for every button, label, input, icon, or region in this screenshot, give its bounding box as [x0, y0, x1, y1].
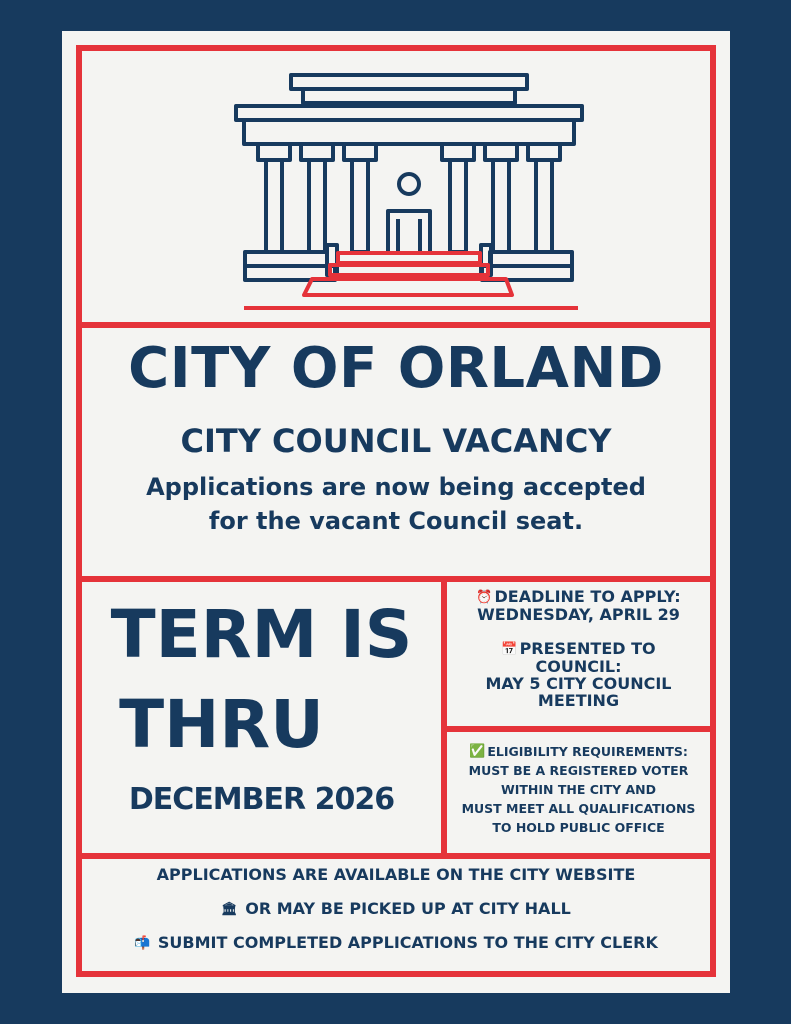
- presentation-block: [447, 640, 710, 709]
- city-hall-pickup-text: OR MAY BE PICKED UP AT CITY HALL: [245, 899, 571, 918]
- presented-label: PRESENTED TO: [519, 639, 656, 658]
- term-line2: THRU: [119, 686, 324, 763]
- city-hall-pickup: [82, 899, 710, 918]
- meeting-label: MEETING: [537, 691, 620, 710]
- vacancy-heading: CITY COUNCIL VACANCY: [180, 422, 612, 460]
- eligibility-heading: ELIGIBILITY REQUIREMENTS:: [487, 744, 688, 759]
- mailbox-icon: 📬: [134, 936, 151, 951]
- website-availability: APPLICATIONS ARE AVAILABLE ON THE CITY WEBSITE: [156, 865, 636, 884]
- term-line1: TERM IS: [110, 596, 413, 673]
- term-end-date: DECEMBER 2026: [128, 782, 395, 817]
- header-panel: [76, 45, 716, 328]
- eligibility-req2: MUST MEET ALL QUALIFICATIONS: [461, 801, 696, 816]
- applications-note-line2: for the vacant Council seat.: [208, 507, 584, 535]
- alarm-clock-icon: ⏰: [476, 590, 493, 605]
- deadline-panel: [441, 576, 716, 732]
- check-mark-icon: ✅: [469, 744, 486, 759]
- flyer-page: [62, 31, 730, 993]
- presented-label-cont: COUNCIL:: [535, 657, 622, 676]
- eligibility-text: [447, 742, 710, 837]
- eligibility-req1: MUST BE A REGISTERED VOTER: [468, 763, 689, 778]
- eligibility-req2-cont: TO HOLD PUBLIC OFFICE: [492, 820, 665, 835]
- eligibility-panel: [441, 726, 716, 859]
- deadline-label: DEADLINE TO APPLY:: [494, 587, 681, 606]
- applications-note-line1: Applications are now being accepted: [146, 473, 646, 501]
- meeting-date: MAY 5 CITY COUNCIL: [485, 674, 672, 693]
- deadline-date: WEDNESDAY, APRIL 29: [477, 605, 680, 624]
- title-panel: [76, 322, 716, 582]
- term-panel: [76, 576, 447, 859]
- applications-note: [82, 470, 710, 538]
- submit-instructions-text: SUBMIT COMPLETED APPLICATIONS TO THE CITY CLERK: [157, 933, 658, 952]
- footer-panel: [76, 853, 716, 977]
- submit-instructions: [82, 933, 710, 952]
- deadline-block: [447, 588, 710, 623]
- calendar-icon: 📅: [501, 642, 518, 657]
- city-hall-columns-icon: [82, 51, 710, 322]
- city-title: CITY OF ORLAND: [128, 336, 664, 401]
- eligibility-req1-cont: WITHIN THE CITY AND: [500, 782, 657, 797]
- classical-building-icon: 🏛: [221, 902, 238, 917]
